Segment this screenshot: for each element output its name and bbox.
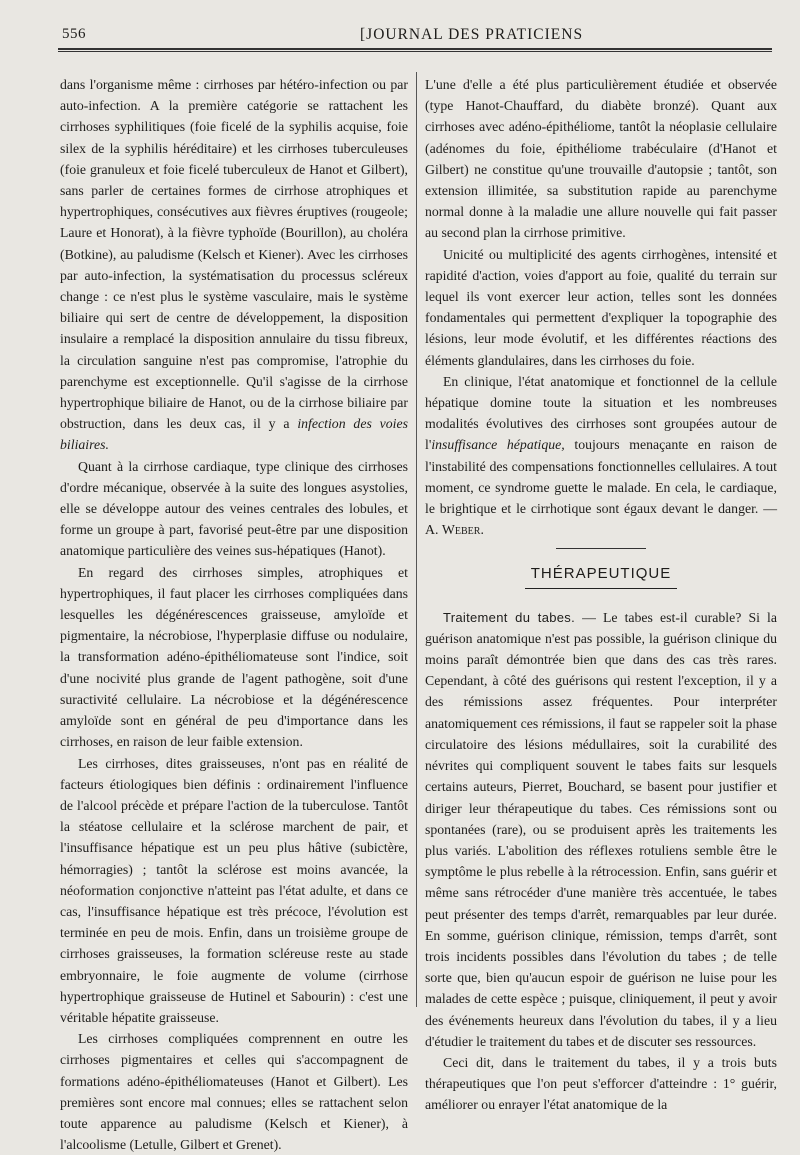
paragraph-text: — Le tabes est-il curable? Si la guérison anatomique n'est pas possible, la guérison clinique du moins paraît démontrée bien que dans des cas très rares. Cependant, à côté des guérisons qui restent l'exception, il y a des rémissions assez fréquentes. Pour interpréter anatomiquement ces rémissions, il faut se rappeler soit la phase circulatoire des lésions médullaires, soit la curabilité des névrites qui compliquent souvent le tabes faits sur lesquels certains auteurs, Pierret, Bouchard, se basent pour justifier et diriger leur thérapeutique du tabes. Ces rémissions sont ou spontanées (rare), ou se produisent après les traitements les plus variés. L'abolition des réflexes rotuliens semble être le symptôme le plus rebelle à la rétrocession. Enfin, sans guérir et même sans rétrocéder d'une manière très accentuée, le tabes peut présenter des temps d'arrêt, remarquables par leur durée. En somme, guérison clinique, rémission, temps d'arrêt, sont trois incidents possibles dans l'évolution du tabes ; de telle sorte que, bien qu'aucun espoir de guérison ne luise pour les malades de cette espèce ; puisque, cliniquement, il peut y avoir des événements heureux dans l'évolution du tabes, il y a lieu d'étudier le traitement du tabes et de discuter ses ressources. xyxy=(425,609,777,1049)
left-column xyxy=(60,74,408,1153)
paragraph: Unicité ou multiplicité des agents cirrhogènes, intensité et rapidité d'action, voies d'apport au foie, qualité du terrain sur lequel ils vont exercer leur action, telles sont les données fondamentales qui permettent d'expliquer la topographie des lésions, leur mode évolutif, et les différentes réactions des éléments glandulaires, dans les cirrhoses du foie. xyxy=(425,246,777,368)
journal-title: [JOURNAL DES PRATICIENS xyxy=(360,26,584,43)
paragraph: Quant à la cirrhose cardiaque, type clinique des cirrhoses d'ordre mécanique, observée à la suite des longues asystolies, elle se développe autour des veines centrales des lobules, et forme un groupe à part, favorisé peut-être par une disposition anatomique particulière des veines sus-hépatiques (Hanot). xyxy=(60,458,408,559)
paragraph: Ceci dit, dans le traitement du tabes, il y a trois buts thérapeutiques que l'on peut s'efforcer d'atteindre : 1° guérir, améliorer ou enrayer l'état anatomique de la xyxy=(425,1054,777,1113)
section-title xyxy=(425,563,777,588)
paragraph-text: toujours menaçante en raison de l'instabilité des compensations fonctionnelles cellulaires. A tout moment, ce syndrome guette le malade. En cela, le cardiaque, le brightique et le cirrhotique sont égaux devant le danger. — A. xyxy=(425,437,778,538)
separator-rule xyxy=(556,548,646,549)
paragraph xyxy=(60,74,408,456)
paragraph xyxy=(425,607,777,1052)
paragraph: L'une d'elle a été plus particulièrement étudiée et observée (type Hanot-Chauffard, du diabète bronzé). Quant aux cirrhoses avec adéno-épithéliome, tantôt la néoplasie cellulaire (adénomes du foie, épithéliome trabéculaire (d'Hanot et Gilbert) ne constitue qu'une trouvaille d'autopsie ; tantôt, son extension illimitée, sa substitution rapide au parenchyme normal donne à la maladie une allure nouvelle qui fait passer au second plan la cirrhose primitive. xyxy=(425,77,777,241)
section-title-text: THÉRAPEUTIQUE xyxy=(525,563,678,588)
paragraph: En regard des cirrhoses simples, atrophiques et hypertrophiques, il faut placer les cirrhoses compliquées dans lesquelles les dégénérescences graisseuse, amyloïde et pigmentaire, la nécrobiose, l'hyperplasie diffuse ou nodulaire, la transformation adéno-épithéliomateuse sont l'indice, soit d'une nocivité plus grande de l'agent pathogène, soit d'une suractivité cellulaire. La nécrobiose et la dégénérescence amyloïde sont en général de peu d'importance dans les cirrhoses, en raison de leur faible extension. xyxy=(60,564,408,750)
paragraph-text: dans l'organisme même : cirrhoses par hétéro-infection ou par auto-infection. A la première catégorie se rattachent les cirrhoses syphilitiques (foie ficelé de la syphilis acquise, foie silex de la syphilis héréditaire) et les cirrhoses tuberculeuses (foie granuleux et foie ficelé tuberculeux de Hanot et Gilbert), sans parler de certaines formes de cirrhose atrophiques et hypertrophiques, consécutives aux fièvres éruptives (rougeole; Laure et Honorat), à la fièvre typhoïde (Bourillon), au choléra (Botkine), au paludisme (Kelsch et Kiener). Avec les cirrhoses par auto-infection, la systématisation du processus scléreux change : ce n'est plus le système vasculaire, mais le système biliaire qui sert de centre de développement, la disposition insulaire a remplacé la disposition annulaire du tissu fibreux, la circulation sanguine n'est pas compromise, l'atrophie du parenchyme est exceptionnelle. Qu'il s'agisse de la cirrhose hypertrophique biliaire de Hanot, ou de la cirrhose biliaire par obstruction, dans les deux cas, il y a xyxy=(60,77,408,432)
paragraph: Les cirrhoses, dites graisseuses, n'ont pas en réalité de facteurs étiologiques bien définis : ordinairement l'influence de l'alcool précède et prépare l'action de la tuberculose. Tantôt la stéatose cellulaire et la sclérose marchent de pair, et l'insuffisance hépatique est un peu plus hâtive (subictère, hémorragies) ; tantôt la sclérose est moins avancée, la néoformation conjonctive n'atteint pas l'état adulte, et dans ce cas, l'insuffisance hépatique est très précoce, l'évolution est terminée en peu de mois. Enfin, dans un troisième groupe de cirrhoses graisseuses, la formation scléreuse reste au stade embryonnaire, le foie augmente de volume (cirrhose hypertrophique graisseuse de Hutinel et Sabourin) : c'est une véritable hépatite graisseuse. xyxy=(60,755,408,1025)
right-column xyxy=(425,74,778,1113)
paragraph xyxy=(425,371,777,541)
run-in-heading: Traitement du tabes. xyxy=(443,609,575,625)
column-divider xyxy=(416,72,417,1007)
paragraph: Les cirrhoses compliquées comprennent en outre les cirrhoses pigmentaires et celles qui s'accompagnent de formations adéno-épithéliomateuses (Hanot et Gilbert). Les premières sont encore mal connues; elles se rattachent selon toute apparence au paludisme (Kelsch et Kiener), à l'alcoolisme (Letulle, Gilbert et Grenet). xyxy=(60,1031,408,1153)
running-head xyxy=(60,24,770,46)
header-rule xyxy=(58,48,772,52)
page-number: 556 xyxy=(62,26,86,42)
italic-phrase: infection des voies biliaires. xyxy=(60,416,408,453)
author-signature: Weber. xyxy=(441,522,484,538)
paragraph-text: En clinique, l'état anatomique et fonctionnel de la cellule hépatique domine toute la situation et les nombreuses modalités évolutives des cirrhoses sont groupées autour de l' xyxy=(425,373,777,453)
italic-phrase: insuffisance hépatique, xyxy=(431,437,565,453)
